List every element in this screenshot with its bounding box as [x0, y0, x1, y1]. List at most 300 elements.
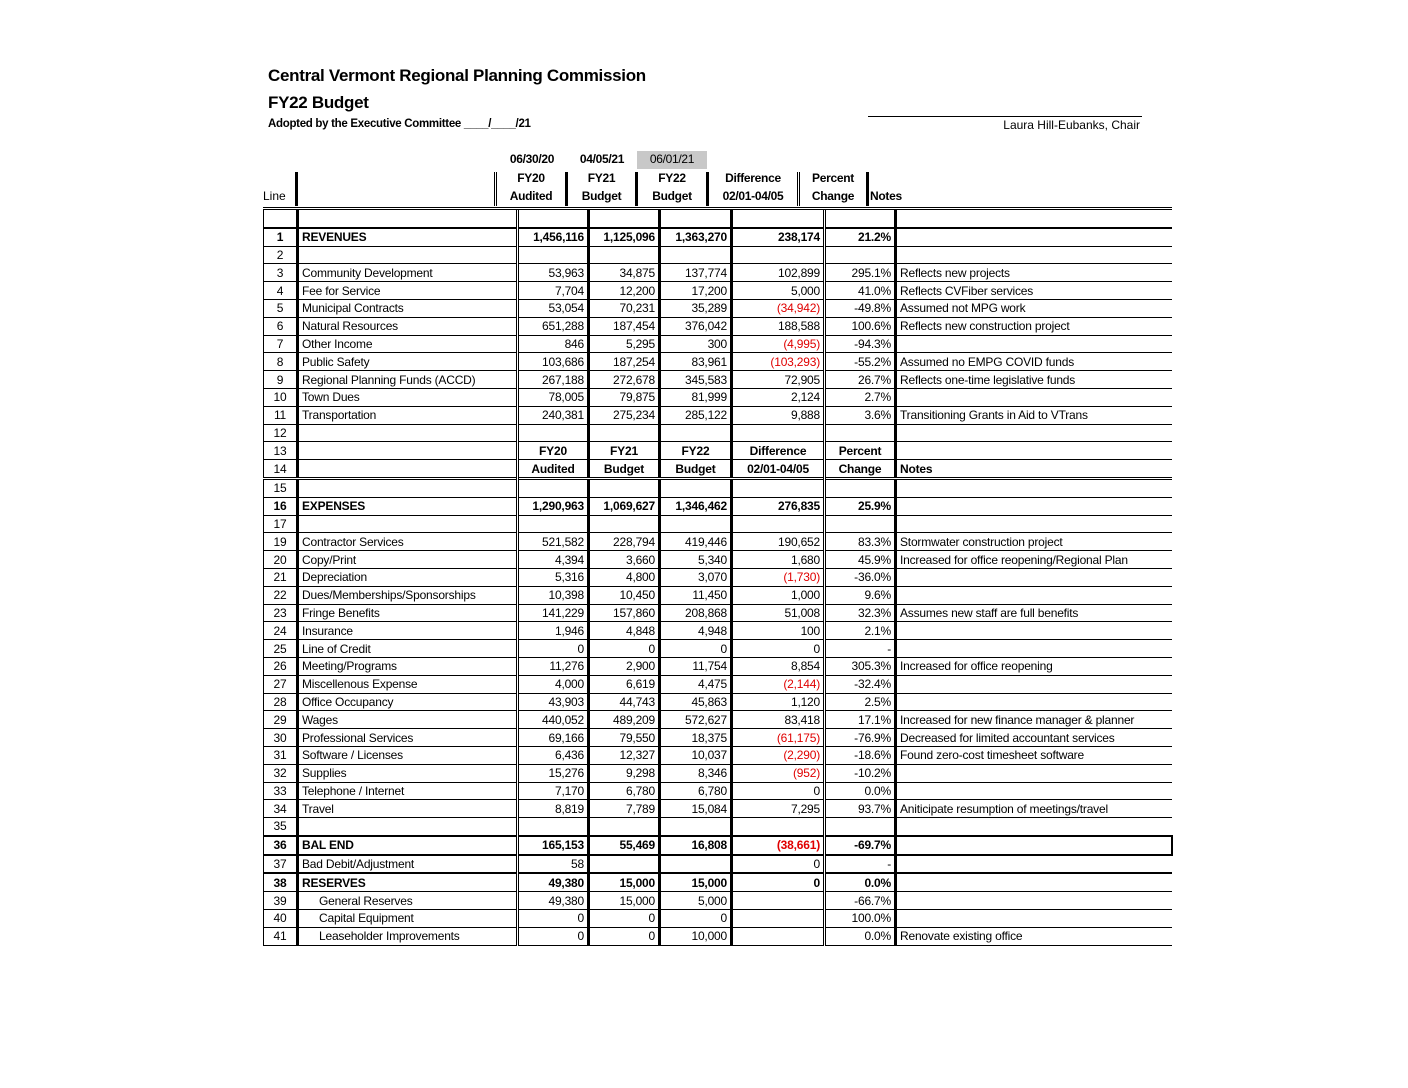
note: [896, 640, 1173, 658]
line-label: General Reserves: [298, 892, 518, 910]
line-number: 32: [264, 764, 298, 782]
fy21-value: 275,234: [589, 406, 660, 424]
line-number: 38: [264, 873, 298, 891]
note: [896, 424, 1173, 442]
difference-value: 0: [732, 640, 825, 658]
fy21-value: 187,254: [589, 353, 660, 371]
signature-line: [868, 116, 1142, 117]
fy21-value: FY21: [589, 442, 660, 460]
fy21-value: [589, 818, 660, 836]
line-label: Professional Services: [298, 729, 518, 747]
difference-value: 72,905: [732, 371, 825, 389]
fy21-value: 55,469: [589, 836, 660, 855]
line-label: Depreciation: [298, 568, 518, 586]
table-row: [264, 264, 1173, 282]
fy22-sub: Budget: [652, 189, 692, 203]
difference-value: [732, 927, 825, 945]
fy22-value: 300: [660, 335, 732, 353]
percent-change: [825, 515, 896, 533]
percent-change: [825, 424, 896, 442]
fy21-value: 34,875: [589, 264, 660, 282]
line-label: [298, 424, 518, 442]
percent-change: 21.2%: [825, 228, 896, 246]
fy22-value: 345,583: [660, 371, 732, 389]
note: Reflects new construction project: [896, 317, 1173, 335]
percent-change: -69.7%: [825, 836, 896, 855]
line-number: 23: [264, 604, 298, 622]
note: [896, 586, 1173, 604]
fy21-value: 187,454: [589, 317, 660, 335]
table-row: [264, 460, 1173, 479]
table-row: [264, 657, 1173, 675]
fy21-value: 0: [589, 640, 660, 658]
table-row: [264, 800, 1173, 818]
fy21-value: 228,794: [589, 533, 660, 551]
table-row: [264, 586, 1173, 604]
difference-value: 83,418: [732, 711, 825, 729]
table-row: [264, 442, 1173, 460]
fy22-value: 1,363,270: [660, 228, 732, 246]
fy20-value: 103,686: [518, 353, 589, 371]
line-number: 6: [264, 317, 298, 335]
fy22-value: 35,289: [660, 299, 732, 317]
percent-change: -49.8%: [825, 299, 896, 317]
line-number: 1: [264, 228, 298, 246]
table-row: [264, 246, 1173, 264]
percent-change: [825, 818, 896, 836]
fy22-header: FY22: [658, 171, 686, 185]
fy20-value: 1,946: [518, 622, 589, 640]
percent-change: [825, 478, 896, 497]
line-number: 13: [264, 442, 298, 460]
fy22-value: 45,863: [660, 693, 732, 711]
fy21-value: 4,848: [589, 622, 660, 640]
fy21-value: 6,780: [589, 782, 660, 800]
table-row: [264, 818, 1173, 836]
fy20-value: 78,005: [518, 388, 589, 406]
difference-value: 1,120: [732, 693, 825, 711]
line-number: 24: [264, 622, 298, 640]
line-number: 7: [264, 335, 298, 353]
fy22-value: 10,037: [660, 746, 732, 764]
percent-change: -94.3%: [825, 335, 896, 353]
table-row: [264, 568, 1173, 586]
percent-change: Percent: [825, 442, 896, 460]
difference-value: (2,290): [732, 746, 825, 764]
table-row: [264, 675, 1173, 693]
fy22-value: 18,375: [660, 729, 732, 747]
line-label: [298, 460, 518, 479]
fy22-value: [660, 515, 732, 533]
fy21-value: 0: [589, 927, 660, 945]
note: [896, 515, 1173, 533]
difference-value: 2,124: [732, 388, 825, 406]
fy20-value: 49,380: [518, 873, 589, 891]
table-row: [264, 424, 1173, 442]
line-number: 15: [264, 478, 298, 497]
fy21-value: 5,295: [589, 335, 660, 353]
line-number: 4: [264, 282, 298, 300]
note: [896, 693, 1173, 711]
line-number: 39: [264, 892, 298, 910]
fy21-value: Budget: [589, 460, 660, 479]
note: Reflects new projects: [896, 264, 1173, 282]
fy20-value: [518, 424, 589, 442]
line-label: [298, 818, 518, 836]
table-row: [264, 855, 1173, 874]
fy22-value: Budget: [660, 460, 732, 479]
fy21-value: [589, 515, 660, 533]
difference-value: 7,295: [732, 800, 825, 818]
fy20-value: 0: [518, 927, 589, 945]
difference-value: [732, 818, 825, 836]
fy21-value: 4,800: [589, 568, 660, 586]
fy20-value: 521,582: [518, 533, 589, 551]
fy20-value: [518, 478, 589, 497]
percent-change: -: [825, 640, 896, 658]
fy21-value: [589, 855, 660, 874]
line-label: Bad Debit/Adjustment: [298, 855, 518, 874]
line-label: Telephone / Internet: [298, 782, 518, 800]
line-label: Insurance: [298, 622, 518, 640]
difference-value: [732, 424, 825, 442]
fy21-value: 44,743: [589, 693, 660, 711]
fy22-value: 5,340: [660, 551, 732, 569]
table-row: [264, 892, 1173, 910]
fy21-value: 489,209: [589, 711, 660, 729]
line-label: Copy/Print: [298, 551, 518, 569]
line-number: 21: [264, 568, 298, 586]
percent-change: 9.6%: [825, 586, 896, 604]
note: [896, 497, 1173, 515]
line-number: 37: [264, 855, 298, 874]
difference-value: 51,008: [732, 604, 825, 622]
table-row: [264, 209, 1173, 228]
line-number: 34: [264, 800, 298, 818]
note: Assumes new staff are full benefits: [896, 604, 1173, 622]
line-number: 9: [264, 371, 298, 389]
note: [896, 442, 1173, 460]
fy21-value: 1,125,096: [589, 228, 660, 246]
fy22-value: 15,084: [660, 800, 732, 818]
line-number: 33: [264, 782, 298, 800]
difference-value: 8,854: [732, 657, 825, 675]
fy20-value: 651,288: [518, 317, 589, 335]
line-label: Other Income: [298, 335, 518, 353]
fy21-value: 9,298: [589, 764, 660, 782]
percent-change: 45.9%: [825, 551, 896, 569]
budget-table: [263, 207, 1173, 946]
fy20-value: 4,000: [518, 675, 589, 693]
fy20-value: 141,229: [518, 604, 589, 622]
fy20-value: 43,903: [518, 693, 589, 711]
fy21-value: [589, 246, 660, 264]
percent-change: 0.0%: [825, 782, 896, 800]
fy22-value: 0: [660, 910, 732, 928]
note: Assumed not MPG work: [896, 299, 1173, 317]
fy21-value: 70,231: [589, 299, 660, 317]
line-label: Wages: [298, 711, 518, 729]
note: Notes: [896, 460, 1173, 479]
line-number: 35: [264, 818, 298, 836]
table-row: [264, 299, 1173, 317]
line-number: 29: [264, 711, 298, 729]
fy20-value: 6,436: [518, 746, 589, 764]
line-label: [298, 246, 518, 264]
fy22-value: 572,627: [660, 711, 732, 729]
fy20-value: [518, 246, 589, 264]
diff-header: Difference: [725, 171, 781, 185]
difference-value: 0: [732, 782, 825, 800]
org-title: Central Vermont Regional Planning Commission: [268, 66, 646, 85]
fy22-value: 16,808: [660, 836, 732, 855]
line-number: [264, 209, 298, 228]
table-row: [264, 746, 1173, 764]
fy20-value: 0: [518, 640, 589, 658]
fy20-value: 69,166: [518, 729, 589, 747]
table-row: [264, 782, 1173, 800]
table-row: [264, 335, 1173, 353]
fy22-value: 15,000: [660, 873, 732, 891]
percent-change: 3.6%: [825, 406, 896, 424]
note: [896, 478, 1173, 497]
fy21-value: 79,875: [589, 388, 660, 406]
fy21-value: 1,069,627: [589, 497, 660, 515]
fy21-value: 12,327: [589, 746, 660, 764]
table-row: [264, 388, 1173, 406]
fy21-value: 7,789: [589, 800, 660, 818]
fy22-value: 208,868: [660, 604, 732, 622]
line-header: Line: [263, 189, 286, 203]
line-label: Town Dues: [298, 388, 518, 406]
chair-name: Laura Hill-Eubanks, Chair: [1003, 118, 1140, 132]
fy21-value: 2,900: [589, 657, 660, 675]
fy20-header: FY20: [517, 171, 545, 185]
pct-header: Percent: [812, 171, 854, 185]
fy20-value: 7,704: [518, 282, 589, 300]
note: [896, 855, 1173, 874]
fy21-value: 272,678: [589, 371, 660, 389]
fy22-value: 10,000: [660, 927, 732, 945]
fy21-value: 0: [589, 910, 660, 928]
divider: [295, 172, 298, 206]
line-number: 2: [264, 246, 298, 264]
fy21-value: 15,000: [589, 892, 660, 910]
fy22-value: [660, 424, 732, 442]
fy22-value: 0: [660, 640, 732, 658]
note: Increased for new finance manager & planner: [896, 711, 1173, 729]
difference-value: [732, 246, 825, 264]
difference-value: [732, 209, 825, 228]
note: [896, 209, 1173, 228]
fy20-value: FY20: [518, 442, 589, 460]
fy22-value: 3,070: [660, 568, 732, 586]
date-fy20: 06/30/20: [509, 152, 555, 166]
line-number: 3: [264, 264, 298, 282]
percent-change: 2.5%: [825, 693, 896, 711]
fy21-value: 6,619: [589, 675, 660, 693]
fy20-value: 7,170: [518, 782, 589, 800]
difference-value: 276,835: [732, 497, 825, 515]
note: Transitioning Grants in Aid to VTrans: [896, 406, 1173, 424]
column-header-block: [263, 170, 1143, 206]
note: [896, 836, 1173, 855]
table-row: [264, 551, 1173, 569]
line-label: REVENUES: [298, 228, 518, 246]
line-label: [298, 209, 518, 228]
fy22-value: 6,780: [660, 782, 732, 800]
note: [896, 568, 1173, 586]
fy20-value: 5,316: [518, 568, 589, 586]
note: [896, 764, 1173, 782]
line-label: Miscellenous Expense: [298, 675, 518, 693]
fy21-value: 79,550: [589, 729, 660, 747]
difference-value: (38,661): [732, 836, 825, 855]
fy20-value: 15,276: [518, 764, 589, 782]
percent-change: 41.0%: [825, 282, 896, 300]
fy22-value: 11,450: [660, 586, 732, 604]
line-label: RESERVES: [298, 873, 518, 891]
fy20-value: 240,381: [518, 406, 589, 424]
fy20-value: [518, 209, 589, 228]
note: [896, 246, 1173, 264]
line-number: 25: [264, 640, 298, 658]
pct-sub: Change: [811, 189, 855, 203]
line-label: Dues/Memberships/Sponsorships: [298, 586, 518, 604]
percent-change: 100.0%: [825, 910, 896, 928]
fy20-value: Audited: [518, 460, 589, 479]
fy21-value: 3,660: [589, 551, 660, 569]
fy21-value: [589, 424, 660, 442]
line-number: 12: [264, 424, 298, 442]
percent-change: 83.3%: [825, 533, 896, 551]
line-number: 28: [264, 693, 298, 711]
difference-value: 238,174: [732, 228, 825, 246]
line-label: [298, 515, 518, 533]
fy22-value: FY22: [660, 442, 732, 460]
table-row: [264, 497, 1173, 515]
fy20-value: 49,380: [518, 892, 589, 910]
line-label: Capital Equipment: [298, 910, 518, 928]
difference-value: 100: [732, 622, 825, 640]
fy21-value: [589, 478, 660, 497]
fy20-value: 165,153: [518, 836, 589, 855]
percent-change: -10.2%: [825, 764, 896, 782]
fy20-value: 267,188: [518, 371, 589, 389]
line-number: 30: [264, 729, 298, 747]
percent-change: 93.7%: [825, 800, 896, 818]
line-label: Line of Credit: [298, 640, 518, 658]
budget-title: FY22 Budget: [268, 93, 369, 112]
table-row: [264, 406, 1173, 424]
line-label: Supplies: [298, 764, 518, 782]
fy22-value: 5,000: [660, 892, 732, 910]
date-fy21: 04/05/21: [579, 152, 625, 166]
percent-change: [825, 209, 896, 228]
table-row: [264, 515, 1173, 533]
percent-change: -66.7%: [825, 892, 896, 910]
fy22-value: 285,122: [660, 406, 732, 424]
notes-header: Notes: [870, 189, 902, 203]
line-number: 11: [264, 406, 298, 424]
fy20-value: 11,276: [518, 657, 589, 675]
difference-value: 5,000: [732, 282, 825, 300]
table-row: [264, 282, 1173, 300]
line-number: 31: [264, 746, 298, 764]
line-number: 8: [264, 353, 298, 371]
table-row: [264, 353, 1173, 371]
fy22-value: 137,774: [660, 264, 732, 282]
table-row: [264, 640, 1173, 658]
divider: [866, 172, 869, 206]
line-label: Natural Resources: [298, 317, 518, 335]
table-row: [264, 604, 1173, 622]
note: [896, 388, 1173, 406]
percent-change: 0.0%: [825, 927, 896, 945]
line-label: Community Development: [298, 264, 518, 282]
fy22-value: 81,999: [660, 388, 732, 406]
fy22-value: 4,948: [660, 622, 732, 640]
difference-value: (34,942): [732, 299, 825, 317]
line-number: 10: [264, 388, 298, 406]
difference-value: [732, 892, 825, 910]
line-number: 19: [264, 533, 298, 551]
line-number: 5: [264, 299, 298, 317]
difference-value: [732, 515, 825, 533]
fy22-value: 8,346: [660, 764, 732, 782]
line-label: Municipal Contracts: [298, 299, 518, 317]
line-label: Fee for Service: [298, 282, 518, 300]
note: [896, 818, 1173, 836]
difference-value: 9,888: [732, 406, 825, 424]
table-row: [264, 836, 1173, 855]
note: Assumed no EMPG COVID funds: [896, 353, 1173, 371]
percent-change: -: [825, 855, 896, 874]
note: Increased for office reopening: [896, 657, 1173, 675]
note: Stormwater construction project: [896, 533, 1173, 551]
difference-value: 188,588: [732, 317, 825, 335]
note: Found zero-cost timesheet software: [896, 746, 1173, 764]
fy21-value: 12,200: [589, 282, 660, 300]
difference-value: 1,680: [732, 551, 825, 569]
line-label: BAL END: [298, 836, 518, 855]
fy21-value: 157,860: [589, 604, 660, 622]
line-label: Software / Licenses: [298, 746, 518, 764]
difference-value: 02/01-04/05: [732, 460, 825, 479]
table-row: [264, 371, 1173, 389]
fy21-sub: Budget: [581, 189, 622, 203]
fy22-value: 83,961: [660, 353, 732, 371]
table-row: [264, 927, 1173, 945]
difference-value: 102,899: [732, 264, 825, 282]
fy22-value: [660, 246, 732, 264]
table-row: [264, 729, 1173, 747]
line-number: 14: [264, 460, 298, 479]
difference-value: (1,730): [732, 568, 825, 586]
diff-sub: 02/01-04/05: [722, 189, 784, 203]
fy20-value: 53,963: [518, 264, 589, 282]
difference-value: 190,652: [732, 533, 825, 551]
line-label: Regional Planning Funds (ACCD): [298, 371, 518, 389]
fy22-value: 376,042: [660, 317, 732, 335]
fy20-value: [518, 818, 589, 836]
percent-change: Change: [825, 460, 896, 479]
note: [896, 910, 1173, 928]
percent-change: 305.3%: [825, 657, 896, 675]
percent-change: -76.9%: [825, 729, 896, 747]
percent-change: -36.0%: [825, 568, 896, 586]
fy22-value: [660, 209, 732, 228]
